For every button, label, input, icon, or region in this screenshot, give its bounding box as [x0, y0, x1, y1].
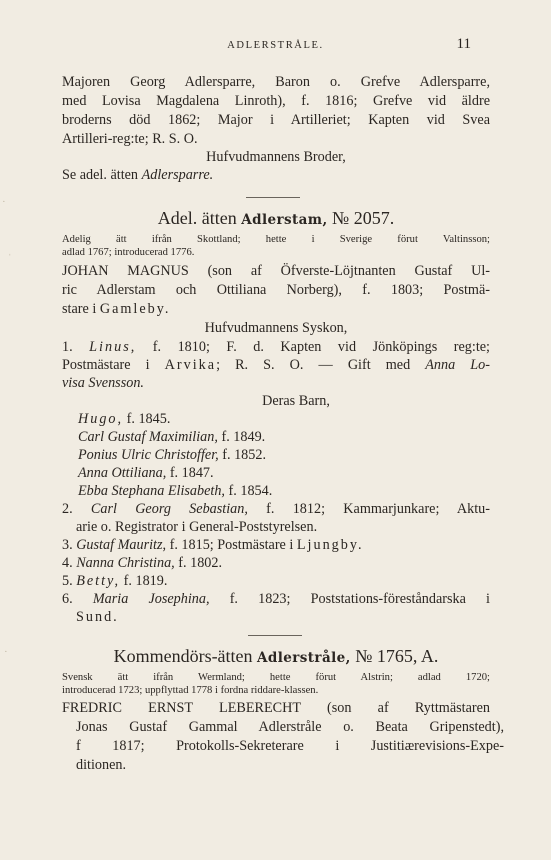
child-born: f. 1854. [224, 483, 273, 499]
margin-mark: · [4, 646, 8, 658]
sibling-1-line [62, 339, 490, 356]
text-line: med Lovisa Magdalena Linroth), f. 1816; Grefve vid äldre [62, 93, 490, 109]
child-born: f. 1852. [218, 447, 266, 463]
margin-mark: · [2, 196, 6, 208]
family-heading-adlerstam [62, 208, 490, 230]
running-title: ADLERSTRÅLE. [227, 40, 324, 51]
list-number: 3. [62, 537, 73, 553]
child-name: Hugo, [78, 411, 124, 427]
family-description: adlad 1767; introducerad 1776. [62, 247, 195, 258]
head-of-family-line: ditionen. [76, 757, 127, 773]
head-of-family-line [62, 301, 490, 318]
cross-reference-name: Adlersparre. [141, 167, 214, 183]
spouse-name: visa Svensson. [62, 375, 144, 391]
child-entry [62, 465, 506, 482]
place-name: Gamleby. [99, 301, 171, 317]
sibling-name: Maria Josephina, [92, 591, 210, 607]
child-born: f. 1845. [123, 411, 171, 427]
sibling-2-line [62, 501, 490, 518]
separator-rule [248, 635, 302, 636]
head-of-family-line: FREDRIC ERNST LEBERECHT (son af Ryttmästaren [62, 700, 490, 716]
family-number: № 1765, A. [355, 646, 439, 666]
child-entry [62, 429, 506, 446]
text-span: f. 1812; Kammarjunkare; Aktu- [247, 501, 490, 517]
child-entry [62, 447, 506, 464]
child-entry [62, 411, 506, 428]
head-of-family-line: Jonas Gustaf Gammal Adlerstråle o. Beata Gripenstedt), [76, 719, 504, 735]
family-rank: Adel. ätten [157, 208, 242, 228]
sibling-4-line [62, 555, 490, 572]
head-of-family-line: JOHAN MAGNUS (son af Öfverste-Löjtnanten Gustaf Ul- [62, 263, 490, 279]
list-number: 2. [62, 501, 73, 517]
list-number: 1. [62, 339, 73, 355]
list-number: 4. [62, 555, 73, 571]
child-entry [62, 483, 506, 500]
text-span: f. 1815; Postmästare i [166, 537, 297, 553]
family-description: introducerad 1723; uppflyttad 1778 i fordna riddare-klassen. [62, 685, 319, 696]
family-rank: Kommendörs-ätten [113, 646, 258, 666]
text-span: f. 1819. [120, 573, 168, 589]
sibling-name: Betty, [76, 573, 121, 589]
family-name: Adlerstråle, [257, 650, 351, 666]
sibling-6-line [62, 591, 490, 608]
separator-rule [246, 197, 300, 198]
text-line: Majoren Georg Adlersparre, Baron o. Grefve Adlersparre, [62, 74, 490, 90]
head-of-family-line: f 1817; Protokolls-Sekreterare i Justitiærevisions-Expe- [76, 738, 504, 754]
child-name: Carl Gustaf Maximilian, [78, 429, 218, 445]
sibling-3-line [62, 537, 490, 554]
page-number: 11 [456, 36, 471, 52]
family-description: Adelig ätt ifrån Skottland; hette i Sverige förut Valtinsson; [62, 234, 490, 245]
page-header [0, 36, 551, 56]
child-name: Anna Ottiliana, [78, 465, 167, 481]
text-span: Postmästare i [62, 357, 165, 373]
sibling-name: Linus, [89, 339, 137, 355]
child-name: Ponius Ulric Christoffer, [78, 447, 219, 463]
head-of-family-line: ric Adlerstam och Ottiliana Norberg), f. 1803; Postmä- [62, 282, 490, 298]
sibling-name: Nanna Christina, [76, 555, 175, 571]
section-heading: Deras Barn, [262, 393, 330, 409]
spouse-name: Anna Lo- [425, 357, 490, 373]
child-name: Ebba Stephana Elisabeth, [78, 483, 225, 499]
sibling-name: Gustaf Mauritz, [76, 537, 167, 553]
list-number: 6. [62, 591, 73, 607]
sibling-5-line [62, 573, 490, 590]
margin-mark: ˌ [8, 244, 12, 256]
text-span: f. 1810; F. d. Kapten vid Jönköpings reg:te; [136, 339, 490, 355]
sibling-2-line: arie o. Registrator i General-Poststyrelsen. [76, 519, 318, 535]
place-name: Sund. [76, 609, 119, 625]
text-span: f. 1802. [174, 555, 223, 571]
place-name: Ljungby. [296, 537, 364, 553]
place-name: Arvika [164, 357, 217, 373]
list-number: 5. [62, 573, 73, 589]
cross-reference-prefix: Se adel. ätten [62, 167, 142, 183]
text-span: ; R. S. O. — Gift med [216, 357, 426, 373]
text-line: broderns död 1862; Major i Artilleriet; Kapten vid Svea [62, 112, 490, 128]
family-heading-adlerstrale [62, 646, 490, 668]
family-name: Adlerstam, [241, 212, 328, 228]
sibling-name: Carl Georg Sebastian, [90, 501, 248, 517]
text-span: stare i [62, 301, 100, 317]
sibling-1-line [62, 357, 490, 374]
section-heading: Hufvudmannens Broder, [206, 149, 346, 165]
child-born: f. 1847. [166, 465, 214, 481]
cross-reference [62, 167, 490, 184]
family-description: Svensk ätt ifrån Wermland; hette förut Alstrin; adlad 1720; [62, 672, 490, 683]
child-born: f. 1849. [217, 429, 266, 445]
family-number: № 2057. [332, 208, 395, 228]
section-heading: Hufvudmannens Syskon, [204, 320, 348, 336]
text-span: f. 1823; Poststations-föreståndarska i [209, 591, 490, 607]
text-line: Artilleri-reg:te; R. S. O. [62, 131, 198, 147]
